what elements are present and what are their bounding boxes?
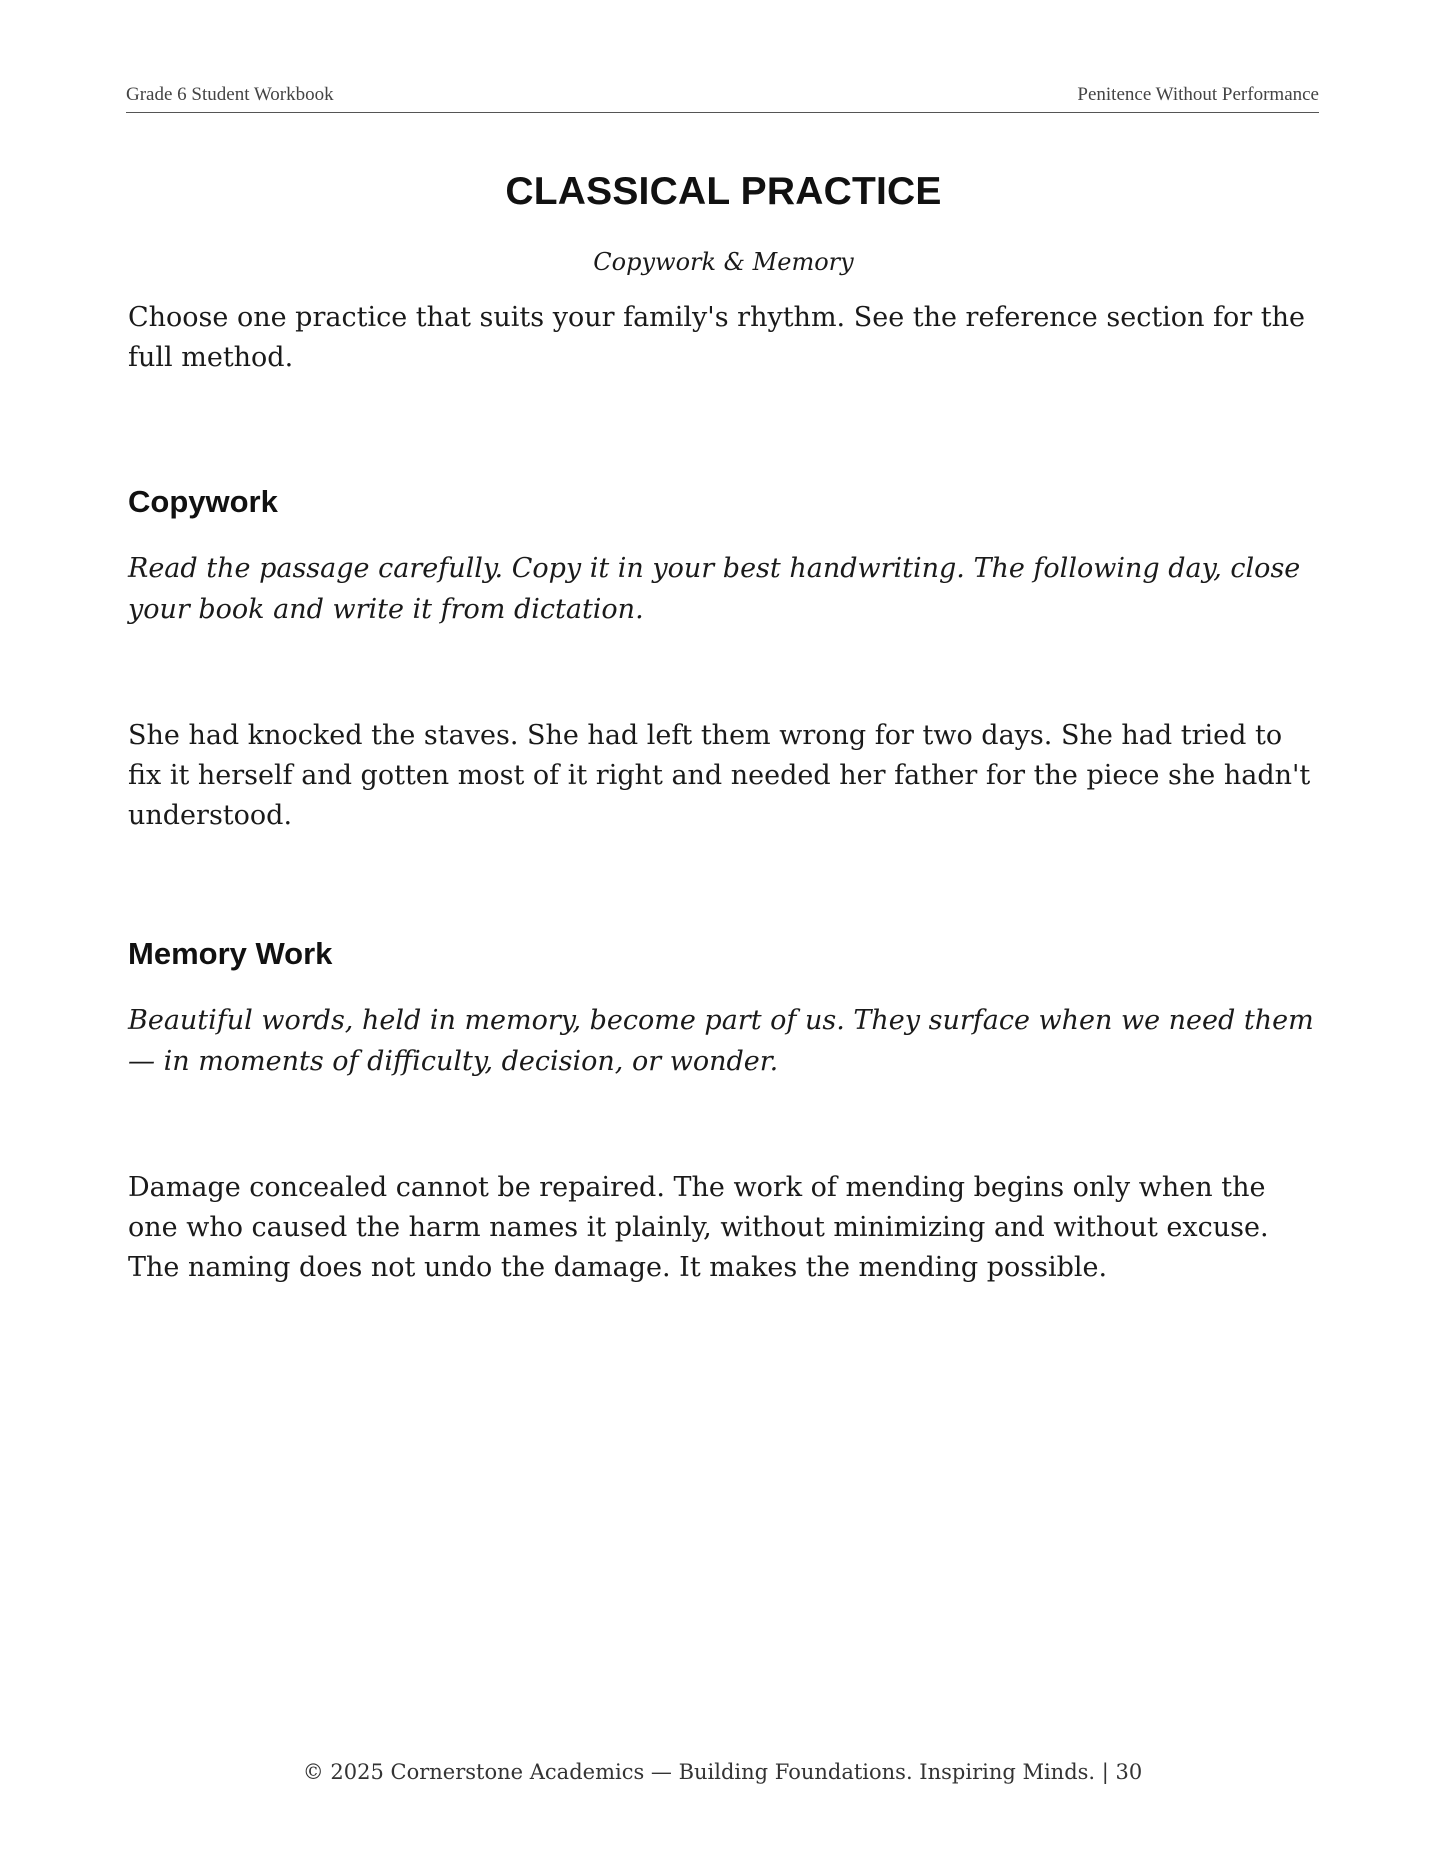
page-subtitle: Copywork & Memory [593,248,854,276]
copywork-passage: She had knocked the staves. She had left them wrong for two days. She had tried to fix it herself and gotten most of it right and needed her father for the piece she hadn't understood. [128,720,1311,831]
memory-work-passage: Damage concealed cannot be repaired. The work of mending begins only when the one who caused the harm names it plainly, without minimizing and without excuse. The naming does not undo the damage. It makes the mending possible. [128,1172,1269,1283]
copywork-instruction: Read the passage carefully. Copy it in your best handwriting. The following day, close your book and write it from dictation. [128,553,1301,625]
memory-work-instruction: Beautiful words, held in memory, become part of us. They surface when we need them — in moments of difficulty, decision, or wonder. [128,1005,1314,1077]
page-footer: © 2025 Cornerstone Academics — Building Foundations. Inspiring Minds. | 30 [302,1760,1143,1784]
header-workbook-title: Grade 6 Student Workbook [126,84,334,105]
header-lesson-title: Penitence Without Performance [1077,84,1319,105]
memory-work-section [128,936,1319,1288]
page-header [126,84,1319,113]
copywork-section [128,484,1319,836]
intro-paragraph: Choose one practice that suits your family's rhythm. See the reference section for the full method. [128,302,1305,373]
page-content [128,170,1319,1288]
page-title: CLASSICAL PRACTICE [505,170,942,213]
memory-work-heading: Memory Work [128,936,333,971]
copywork-heading: Copywork [128,484,278,519]
